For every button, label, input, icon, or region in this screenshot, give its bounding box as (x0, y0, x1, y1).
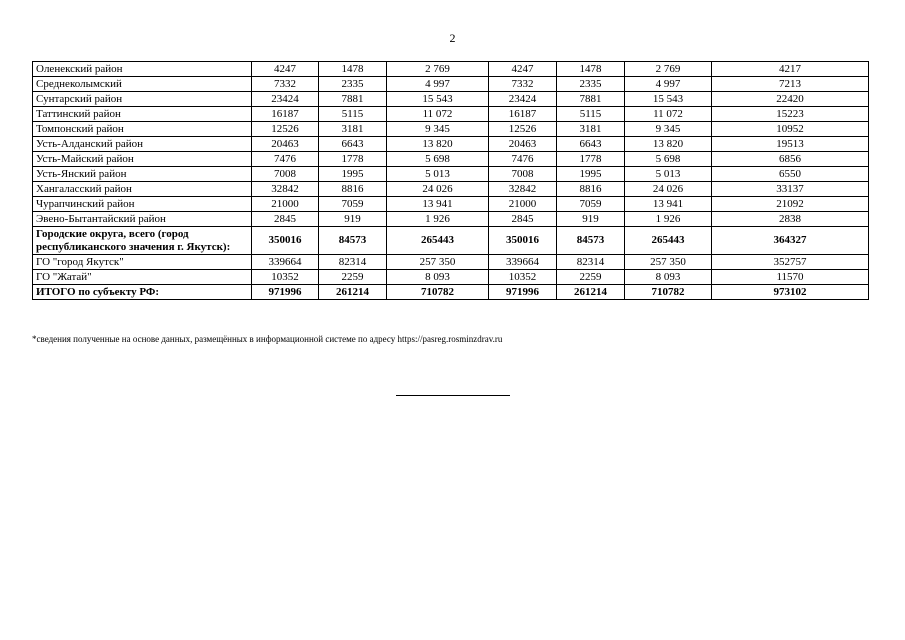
cell: 710782 (387, 285, 489, 300)
row-name: Чурапчинский район (33, 197, 252, 212)
cell: 7059 (557, 197, 625, 212)
row-name: Оленекский район (33, 62, 252, 77)
cell: 973102 (712, 285, 869, 300)
table-row (33, 92, 869, 107)
cell: 6643 (557, 137, 625, 152)
cell: 7476 (489, 152, 557, 167)
row-name: Усть-Янский район (33, 167, 252, 182)
table-row (33, 255, 869, 270)
cell: 2259 (557, 270, 625, 285)
table-row (33, 197, 869, 212)
cell: 2838 (712, 212, 869, 227)
cell: 7008 (252, 167, 319, 182)
cell: 21000 (252, 197, 319, 212)
cell: 20463 (489, 137, 557, 152)
cell: 8 093 (625, 270, 712, 285)
cell: 2335 (557, 77, 625, 92)
cell: 13 820 (387, 137, 489, 152)
cell: 32842 (489, 182, 557, 197)
cell: 19513 (712, 137, 869, 152)
cell: 13 941 (625, 197, 712, 212)
cell: 8 093 (387, 270, 489, 285)
cell: 2845 (252, 212, 319, 227)
cell: 10352 (252, 270, 319, 285)
row-name: Таттинский район (33, 107, 252, 122)
cell: 5 698 (625, 152, 712, 167)
table-row (33, 107, 869, 122)
cell: 339664 (252, 255, 319, 270)
cell: 1478 (557, 62, 625, 77)
cell: 7881 (557, 92, 625, 107)
cell: 339664 (489, 255, 557, 270)
cell: 1995 (319, 167, 387, 182)
cell: 971996 (252, 285, 319, 300)
cell: 16187 (252, 107, 319, 122)
cell: 13 820 (625, 137, 712, 152)
footnote: *сведения полученные на основе данных, размещённых в информационной системе по адресу https://pasreg.rosminzdrav.ru (32, 334, 503, 344)
cell: 8816 (557, 182, 625, 197)
cell: 8816 (319, 182, 387, 197)
cell: 257 350 (387, 255, 489, 270)
cell: 5115 (557, 107, 625, 122)
cell: 6550 (712, 167, 869, 182)
cell: 4217 (712, 62, 869, 77)
cell: 2 769 (625, 62, 712, 77)
cell: 1478 (319, 62, 387, 77)
cell: 265443 (625, 227, 712, 255)
row-name: Эвено-Бытантайский район (33, 212, 252, 227)
cell: 971996 (489, 285, 557, 300)
cell: 32842 (252, 182, 319, 197)
table-row-subtotal (33, 227, 869, 255)
cell: 2845 (489, 212, 557, 227)
cell: 5 013 (387, 167, 489, 182)
row-name: Городские округа, всего (город республиканского значения г. Якутск): (33, 227, 252, 255)
cell: 23424 (252, 92, 319, 107)
row-name: Усть-Майский район (33, 152, 252, 167)
cell: 4 997 (625, 77, 712, 92)
cell: 9 345 (625, 122, 712, 137)
cell: 15 543 (625, 92, 712, 107)
cell: 261214 (557, 285, 625, 300)
cell: 10352 (489, 270, 557, 285)
cell: 2 769 (387, 62, 489, 77)
cell: 3181 (319, 122, 387, 137)
table-row (33, 167, 869, 182)
cell: 6643 (319, 137, 387, 152)
statistics-table (32, 61, 869, 300)
cell: 15 543 (387, 92, 489, 107)
row-name: Хангаласский район (33, 182, 252, 197)
table-row (33, 77, 869, 92)
cell: 7332 (489, 77, 557, 92)
cell: 1 926 (387, 212, 489, 227)
cell: 24 026 (625, 182, 712, 197)
cell: 265443 (387, 227, 489, 255)
row-name: Усть-Алданский район (33, 137, 252, 152)
cell: 919 (319, 212, 387, 227)
cell: 257 350 (625, 255, 712, 270)
cell: 20463 (252, 137, 319, 152)
cell: 11570 (712, 270, 869, 285)
cell: 352757 (712, 255, 869, 270)
cell: 9 345 (387, 122, 489, 137)
cell: 1 926 (625, 212, 712, 227)
cell: 22420 (712, 92, 869, 107)
cell: 21092 (712, 197, 869, 212)
cell: 7332 (252, 77, 319, 92)
cell: 7008 (489, 167, 557, 182)
cell: 13 941 (387, 197, 489, 212)
cell: 12526 (489, 122, 557, 137)
cell: 5 013 (625, 167, 712, 182)
cell: 7213 (712, 77, 869, 92)
row-name: ИТОГО по субъекту РФ: (33, 285, 252, 300)
cell: 11 072 (387, 107, 489, 122)
table-row-total (33, 285, 869, 300)
cell: 1778 (319, 152, 387, 167)
cell: 84573 (319, 227, 387, 255)
page-number: 2 (449, 31, 456, 45)
table-row (33, 182, 869, 197)
cell: 2335 (319, 77, 387, 92)
cell: 11 072 (625, 107, 712, 122)
cell: 82314 (557, 255, 625, 270)
cell: 6856 (712, 152, 869, 167)
cell: 15223 (712, 107, 869, 122)
table-row (33, 270, 869, 285)
cell: 7476 (252, 152, 319, 167)
cell: 2259 (319, 270, 387, 285)
cell: 1995 (557, 167, 625, 182)
cell: 5115 (319, 107, 387, 122)
table-row (33, 62, 869, 77)
row-name: ГО "Жатай" (33, 270, 252, 285)
table-row (33, 152, 869, 167)
table-row (33, 212, 869, 227)
cell: 4247 (489, 62, 557, 77)
row-name: Среднеколымский (33, 77, 252, 92)
cell: 5 698 (387, 152, 489, 167)
cell: 21000 (489, 197, 557, 212)
cell: 1778 (557, 152, 625, 167)
cell: 12526 (252, 122, 319, 137)
cell: 3181 (557, 122, 625, 137)
cell: 82314 (319, 255, 387, 270)
cell: 364327 (712, 227, 869, 255)
cell: 919 (557, 212, 625, 227)
table-row (33, 122, 869, 137)
row-name: Томпонский район (33, 122, 252, 137)
cell: 23424 (489, 92, 557, 107)
row-name: ГО "город Якутск" (33, 255, 252, 270)
separator-line (396, 395, 510, 396)
cell: 710782 (625, 285, 712, 300)
cell: 4247 (252, 62, 319, 77)
cell: 10952 (712, 122, 869, 137)
cell: 16187 (489, 107, 557, 122)
row-name: Сунтарский район (33, 92, 252, 107)
cell: 350016 (489, 227, 557, 255)
cell: 4 997 (387, 77, 489, 92)
cell: 261214 (319, 285, 387, 300)
cell: 84573 (557, 227, 625, 255)
cell: 7881 (319, 92, 387, 107)
cell: 24 026 (387, 182, 489, 197)
cell: 33137 (712, 182, 869, 197)
cell: 350016 (252, 227, 319, 255)
table-row (33, 137, 869, 152)
cell: 7059 (319, 197, 387, 212)
